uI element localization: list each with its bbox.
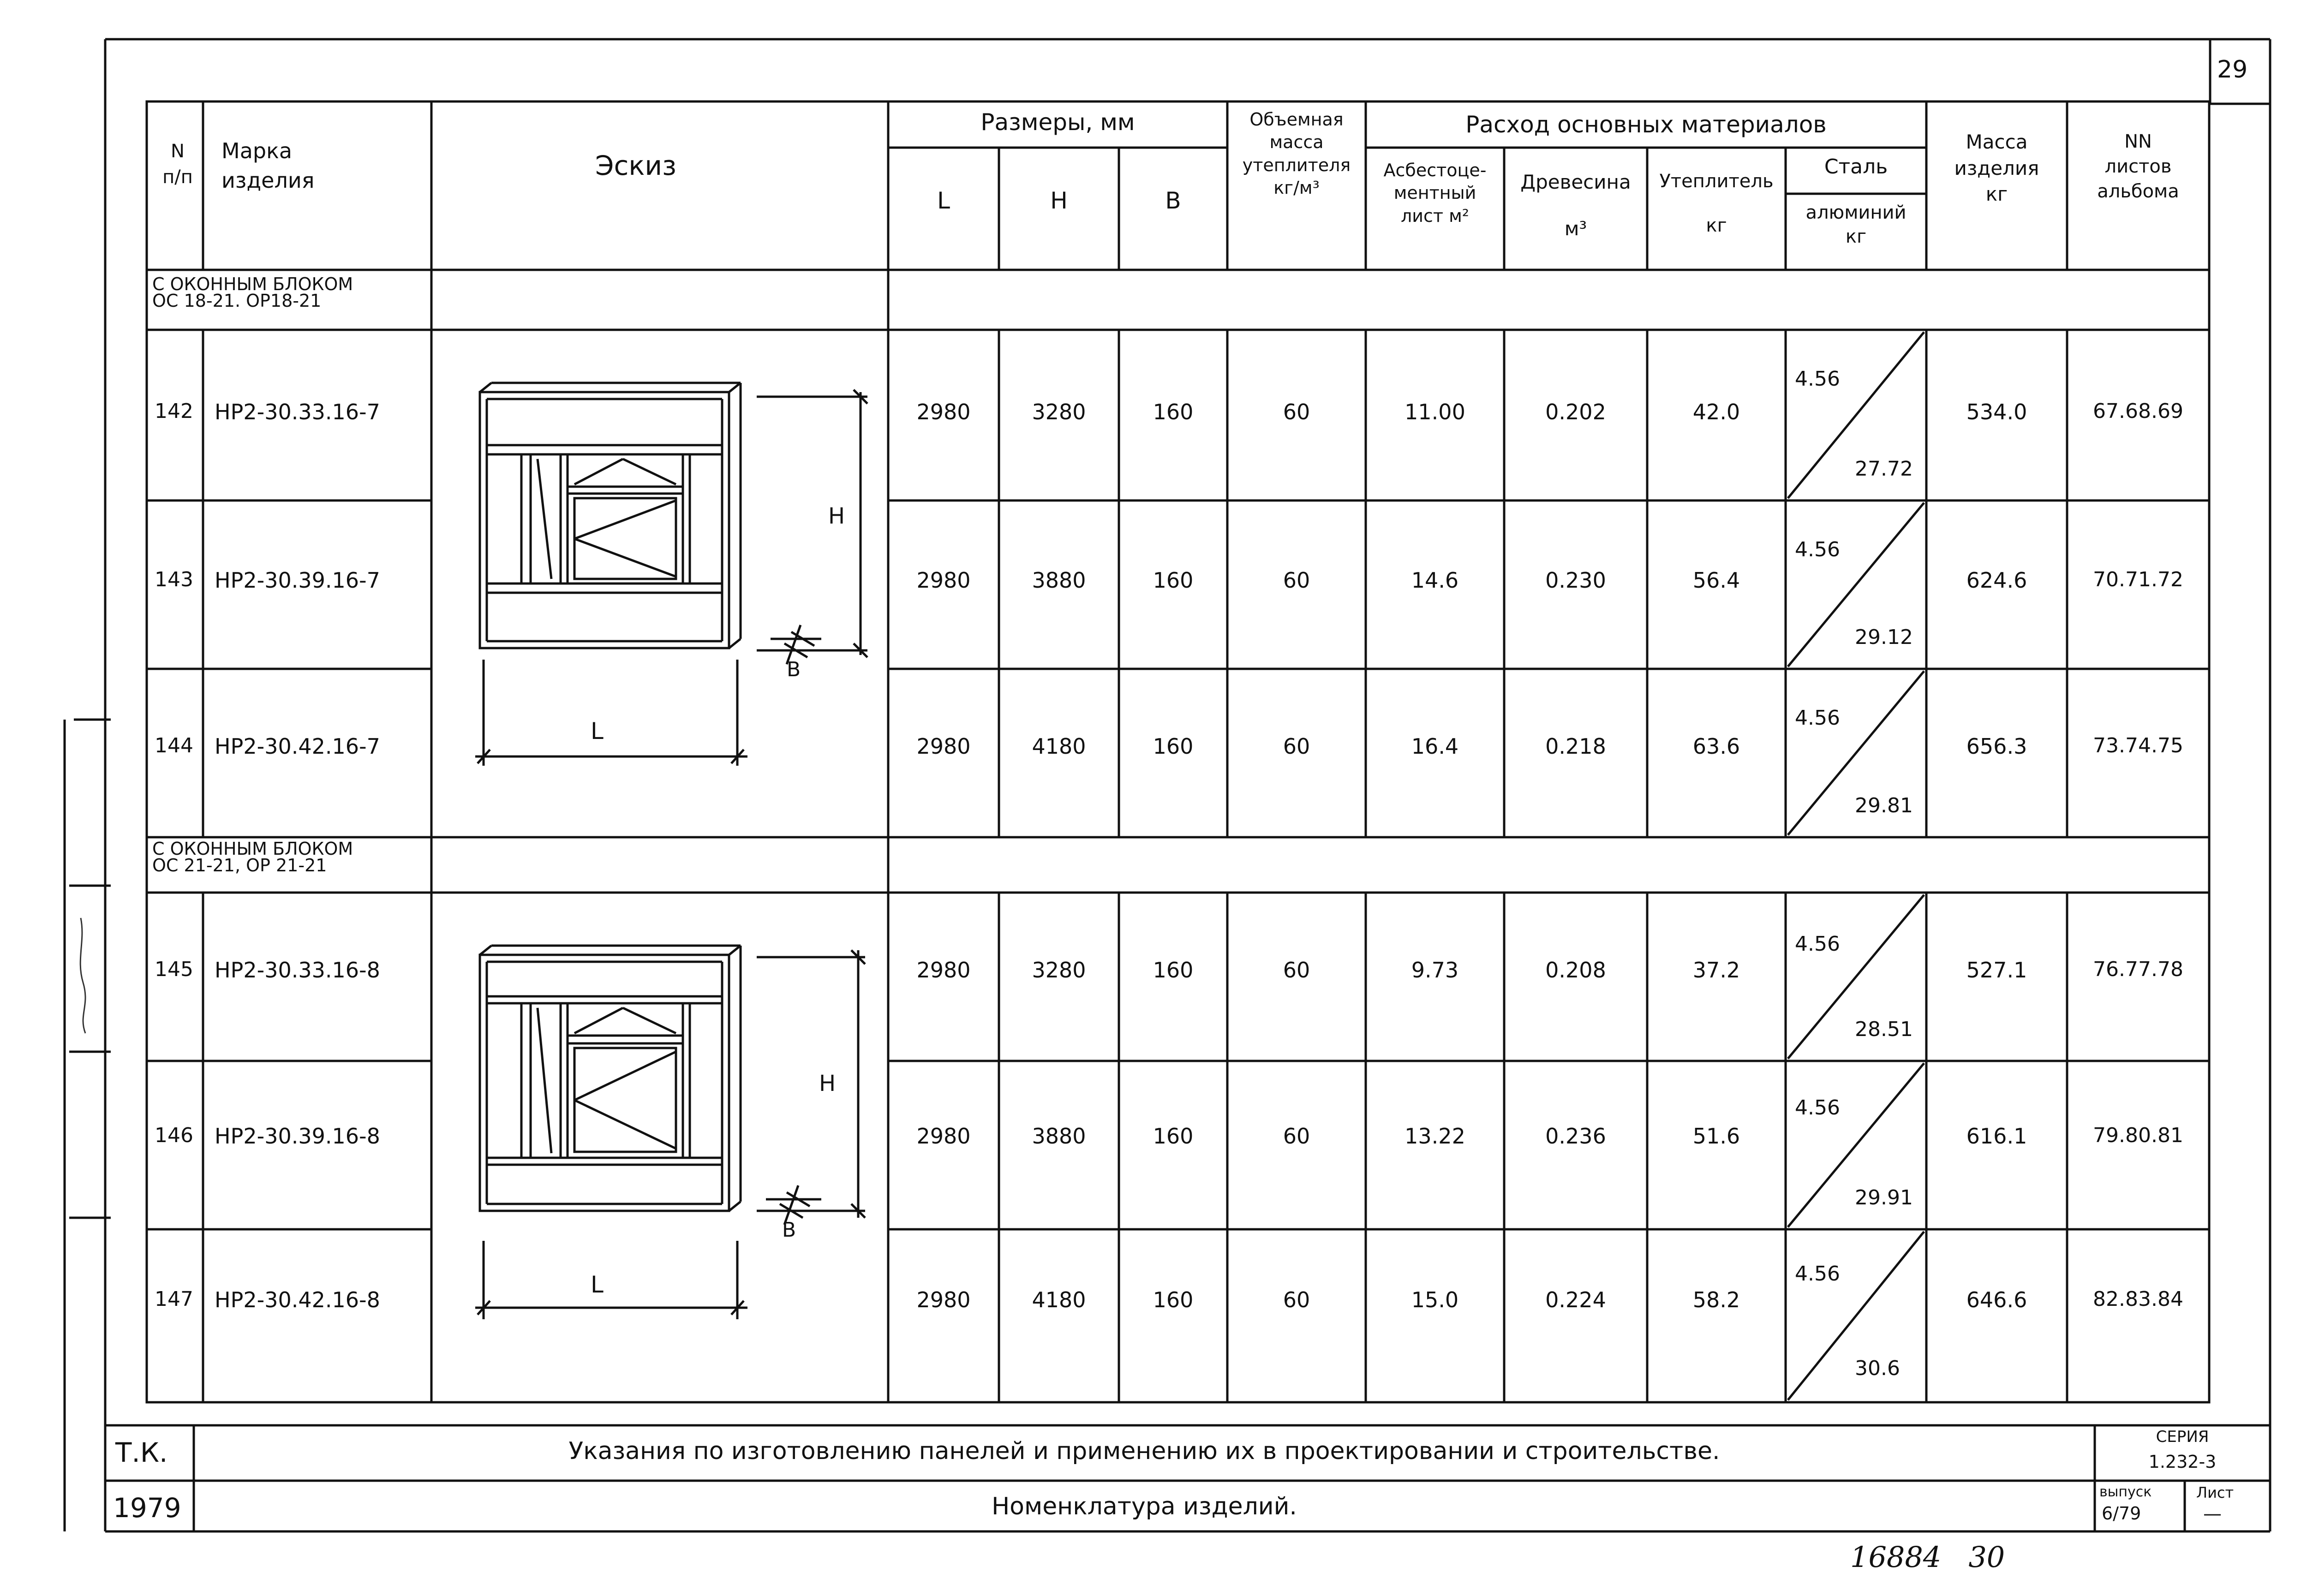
row-asbestos: 9.73 — [1411, 958, 1459, 983]
sketch2-label-h: H — [819, 1071, 836, 1096]
row-b: 160 — [1153, 1287, 1194, 1312]
row-insulation: 56.4 — [1692, 568, 1740, 593]
row-insulation: 42.0 — [1692, 399, 1740, 424]
row-aluminum: 28.51 — [1855, 1018, 1913, 1041]
row-l: 2980 — [916, 734, 971, 759]
document-title: Указания по изготовлению панелей и применению их в проектировании и строительстве. — [568, 1437, 1720, 1465]
row-sheets: 76.77.78 — [2093, 958, 2183, 981]
panel-sketch-2 — [475, 946, 865, 1319]
row-steel: 4.56 — [1795, 367, 1840, 391]
row-b: 160 — [1153, 1124, 1194, 1149]
issue-value: 6/79 — [2102, 1503, 2141, 1524]
row-l: 2980 — [916, 399, 971, 424]
row-mark: НР2-30.33.16-7 — [215, 399, 380, 424]
row-number: 146 — [155, 1124, 193, 1147]
header-num: N п/п — [162, 141, 193, 188]
panel-sketch-1 — [475, 383, 867, 766]
row-aluminum: 29.12 — [1855, 625, 1913, 649]
row-asbestos: 11.00 — [1405, 399, 1465, 424]
row-mass: 624.6 — [1966, 568, 2027, 593]
row-l: 2980 — [916, 1124, 971, 1149]
row-mark: НР2-30.33.16-8 — [215, 958, 380, 983]
row-wood: 0.202 — [1545, 399, 1606, 424]
row-aluminum: 29.91 — [1855, 1186, 1913, 1209]
row-sheets: 79.80.81 — [2093, 1124, 2183, 1147]
handwritten-number: 16884 30 — [1850, 1540, 2005, 1574]
row-h: 3280 — [1032, 958, 1086, 983]
row-b: 160 — [1153, 958, 1194, 983]
header-mark: Марка изделия — [221, 138, 315, 193]
row-number: 144 — [155, 734, 193, 757]
row-b: 160 — [1153, 399, 1194, 424]
header-wood: Древесина м³ — [1520, 171, 1631, 240]
sketch1-label-h: H — [828, 503, 845, 529]
row-number: 145 — [155, 958, 193, 981]
row-mass: 616.1 — [1966, 1124, 2027, 1149]
row-insulation: 63.6 — [1692, 734, 1740, 759]
row-number: 142 — [155, 399, 193, 423]
row-insulation: 37.2 — [1692, 958, 1740, 983]
title-code: Т.К. — [115, 1437, 168, 1468]
row-sheets: 67.68.69 — [2093, 399, 2183, 423]
row-sheets: 82.83.84 — [2093, 1287, 2183, 1311]
row-insulation: 51.6 — [1692, 1124, 1740, 1149]
sketch2-label-b: B — [782, 1218, 796, 1242]
row-steel: 4.56 — [1795, 706, 1840, 730]
row-l: 2980 — [916, 958, 971, 983]
row-l: 2980 — [916, 1287, 971, 1312]
page-number: 29 — [2217, 56, 2248, 83]
header-mass: Масса изделия кг — [1954, 131, 2039, 206]
row-steel: 4.56 — [1795, 932, 1840, 956]
sketch1-label-l: L — [591, 718, 604, 744]
issue-label: выпуск — [2099, 1484, 2152, 1500]
row-mass: 646.6 — [1966, 1287, 2027, 1312]
row-sheets: 70.71.72 — [2093, 568, 2183, 591]
row-h: 3880 — [1032, 1124, 1086, 1149]
sketch2-label-l: L — [591, 1271, 604, 1298]
row-steel: 4.56 — [1795, 1262, 1840, 1286]
row-asbestos: 16.4 — [1411, 734, 1459, 759]
row-mark: НР2-30.42.16-8 — [215, 1287, 380, 1312]
document-subtitle: Номенклатура изделий. — [992, 1493, 1297, 1520]
row-density: 60 — [1283, 734, 1310, 759]
row-aluminum: 29.81 — [1855, 794, 1913, 817]
row-aluminum: 27.72 — [1855, 457, 1913, 481]
row-h: 3880 — [1032, 568, 1086, 593]
row-b: 160 — [1153, 568, 1194, 593]
row-steel: 4.56 — [1795, 1096, 1840, 1120]
row-asbestos: 14.6 — [1411, 568, 1459, 593]
row-insulation: 58.2 — [1692, 1287, 1740, 1312]
row-density: 60 — [1283, 399, 1310, 424]
sketch1-label-b: B — [787, 658, 801, 681]
row-mark: НР2-30.39.16-8 — [215, 1124, 380, 1149]
row-steel: 4.56 — [1795, 538, 1840, 561]
row-number: 143 — [155, 568, 193, 591]
header-sketch: Эскиз — [595, 150, 676, 181]
row-mass: 534.0 — [1966, 399, 2027, 424]
row-density: 60 — [1283, 958, 1310, 983]
row-l: 2980 — [916, 568, 971, 593]
row-asbestos: 13.22 — [1405, 1124, 1465, 1149]
row-mark: НР2-30.42.16-7 — [215, 734, 380, 759]
row-h: 4180 — [1032, 1287, 1086, 1312]
row-wood: 0.230 — [1545, 568, 1606, 593]
row-asbestos: 15.0 — [1411, 1287, 1459, 1312]
series-value: 1.232-3 — [2148, 1452, 2217, 1472]
group-label-2: С ОКОННЫМ БЛОКОМ ОС 21-21, ОР 21-21 — [152, 839, 353, 876]
header-density: Объемная масса утеплителя кг/м³ — [1242, 109, 1351, 198]
header-dim-b: B — [1165, 187, 1181, 214]
row-sheets: 73.74.75 — [2093, 734, 2183, 757]
row-wood: 0.224 — [1545, 1287, 1606, 1312]
series-label: СЕРИЯ — [2156, 1428, 2209, 1446]
row-mark: НР2-30.39.16-7 — [215, 568, 380, 593]
row-wood: 0.236 — [1545, 1124, 1606, 1149]
header-aluminum: алюминий кг — [1805, 202, 1907, 247]
row-density: 60 — [1283, 568, 1310, 593]
row-wood: 0.218 — [1545, 734, 1606, 759]
row-mass: 527.1 — [1966, 958, 2027, 983]
header-asbestos: Асбестоце- ментный лист м² — [1383, 160, 1487, 226]
sheet-label: Лист — [2196, 1484, 2234, 1501]
header-materials: Расход основных материалов — [1465, 111, 1827, 138]
header-dims: Размеры, мм — [980, 109, 1135, 136]
header-dim-h: H — [1050, 187, 1068, 214]
title-year: 1979 — [113, 1492, 181, 1524]
row-number: 147 — [155, 1287, 193, 1311]
row-density: 60 — [1283, 1287, 1310, 1312]
row-wood: 0.208 — [1545, 958, 1606, 983]
sheet-value: — — [2203, 1503, 2222, 1525]
group-label-1: С ОКОННЫМ БЛОКОМ ОС 18-21. ОР18-21 — [152, 274, 353, 311]
row-h: 3280 — [1032, 399, 1086, 424]
row-b: 160 — [1153, 734, 1194, 759]
row-h: 4180 — [1032, 734, 1086, 759]
row-aluminum: 30.6 — [1855, 1357, 1900, 1380]
header-insulation: Утеплитель кг — [1659, 171, 1774, 236]
row-density: 60 — [1283, 1124, 1310, 1149]
row-mass: 656.3 — [1966, 734, 2027, 759]
header-steel: Сталь — [1824, 155, 1888, 179]
header-dim-l: L — [937, 187, 950, 214]
header-sheets: NN листов альбома — [2097, 131, 2179, 202]
